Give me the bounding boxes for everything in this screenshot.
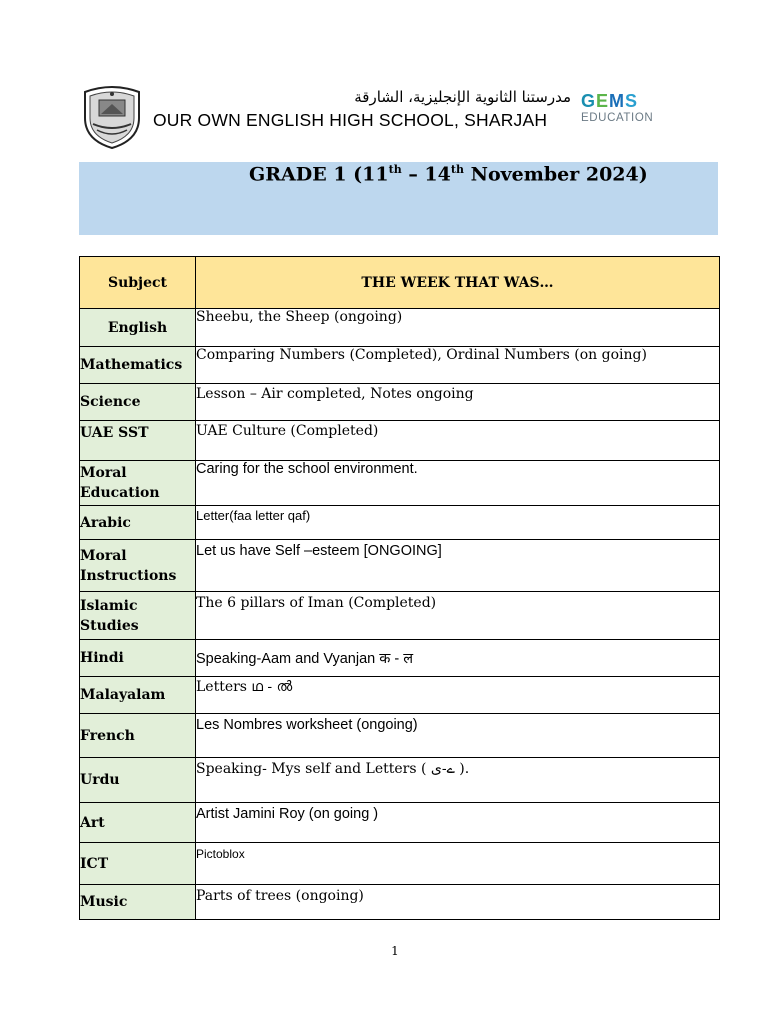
topic-cell: Speaking- Mys self and Letters ( ے-ی ). (196, 758, 720, 803)
table-row (80, 384, 720, 421)
table-row (80, 640, 720, 677)
table-row (80, 347, 720, 384)
school-name-arabic: مدرستنا الثانوية الإنجليزية، الشارقة (354, 88, 571, 106)
gems-logo-letter: M (609, 91, 626, 111)
topic-cell: Letters ഥ - ൽ (196, 677, 720, 714)
title-prefix: GRADE 1 (11 (249, 163, 389, 186)
subject-cell: Music (80, 885, 196, 920)
gems-logo-letter: E (596, 91, 610, 111)
subject-column-header: Subject (80, 257, 196, 309)
gems-logo-letter: G (581, 91, 597, 111)
topic-cell: Lesson – Air completed, Notes ongoing (196, 384, 720, 421)
title-mid: – 14 (401, 163, 451, 186)
title-sup-1: th (388, 163, 402, 176)
title-sup-2: th (450, 163, 464, 176)
subject-cell: French (80, 714, 196, 758)
school-name-english: OUR OWN ENGLISH HIGH SCHOOL, SHARJAH (153, 110, 548, 130)
topic-cell: Artist Jamini Roy (on going ) (196, 803, 720, 843)
grade-banner (79, 162, 718, 235)
topic-cell: Sheebu, the Sheep (ongoing) (196, 309, 720, 347)
topic-cell: Let us have Self –esteem [ONGOING] (196, 540, 720, 592)
title-suffix: November 2024) (463, 163, 648, 186)
table-row (80, 885, 720, 920)
gems-logo-subtext: EDUCATION (581, 112, 654, 124)
subject-cell: Art (80, 803, 196, 843)
grade-title (249, 163, 648, 185)
subject-cell: Malayalam (80, 677, 196, 714)
subject-cell: English (80, 309, 196, 347)
page-number: 1 (391, 944, 399, 958)
gems-education-logo (581, 92, 653, 136)
table-row (80, 540, 720, 592)
subject-cell: Moral Instructions (80, 540, 196, 592)
gems-logo-word (581, 92, 653, 110)
subject-cell: Arabic (80, 506, 196, 540)
weekly-plan-table (79, 256, 720, 920)
topic-cell: The 6 pillars of Iman (Completed) (196, 592, 720, 640)
topic-cell: Caring for the school environment. (196, 461, 720, 506)
subject-cell: ICT (80, 843, 196, 885)
table-row (80, 421, 720, 461)
table-row (80, 677, 720, 714)
subject-cell: UAE SST (80, 421, 196, 461)
topic-cell: Les Nombres worksheet (ongoing) (196, 714, 720, 758)
topic-cell: Pictoblox (196, 843, 720, 885)
subject-cell: Islamic Studies (80, 592, 196, 640)
table-row (80, 592, 720, 640)
table-header-row (80, 257, 720, 309)
subject-cell: Urdu (80, 758, 196, 803)
subject-cell: Mathematics (80, 347, 196, 384)
school-header (79, 84, 659, 150)
subject-cell: Science (80, 384, 196, 421)
topic-cell: UAE Culture (Completed) (196, 421, 720, 461)
table-row (80, 461, 720, 506)
topic-cell: Comparing Numbers (Completed), Ordinal Numbers (on going) (196, 347, 720, 384)
table-row (80, 803, 720, 843)
topic-cell: Speaking-Aam and Vyanjan क - ल (196, 640, 720, 677)
school-crest-logo (79, 84, 145, 150)
subject-cell: Moral Education (80, 461, 196, 506)
table-row (80, 843, 720, 885)
topic-cell: Parts of trees (ongoing) (196, 885, 720, 920)
table-row (80, 758, 720, 803)
topic-cell: Letter(faa letter qaf) (196, 506, 720, 540)
subject-cell: Hindi (80, 640, 196, 677)
table-row (80, 309, 720, 347)
week-column-header: THE WEEK THAT WAS… (196, 257, 720, 309)
table-row (80, 714, 720, 758)
table-row (80, 506, 720, 540)
gems-logo-letter: S (625, 91, 639, 111)
